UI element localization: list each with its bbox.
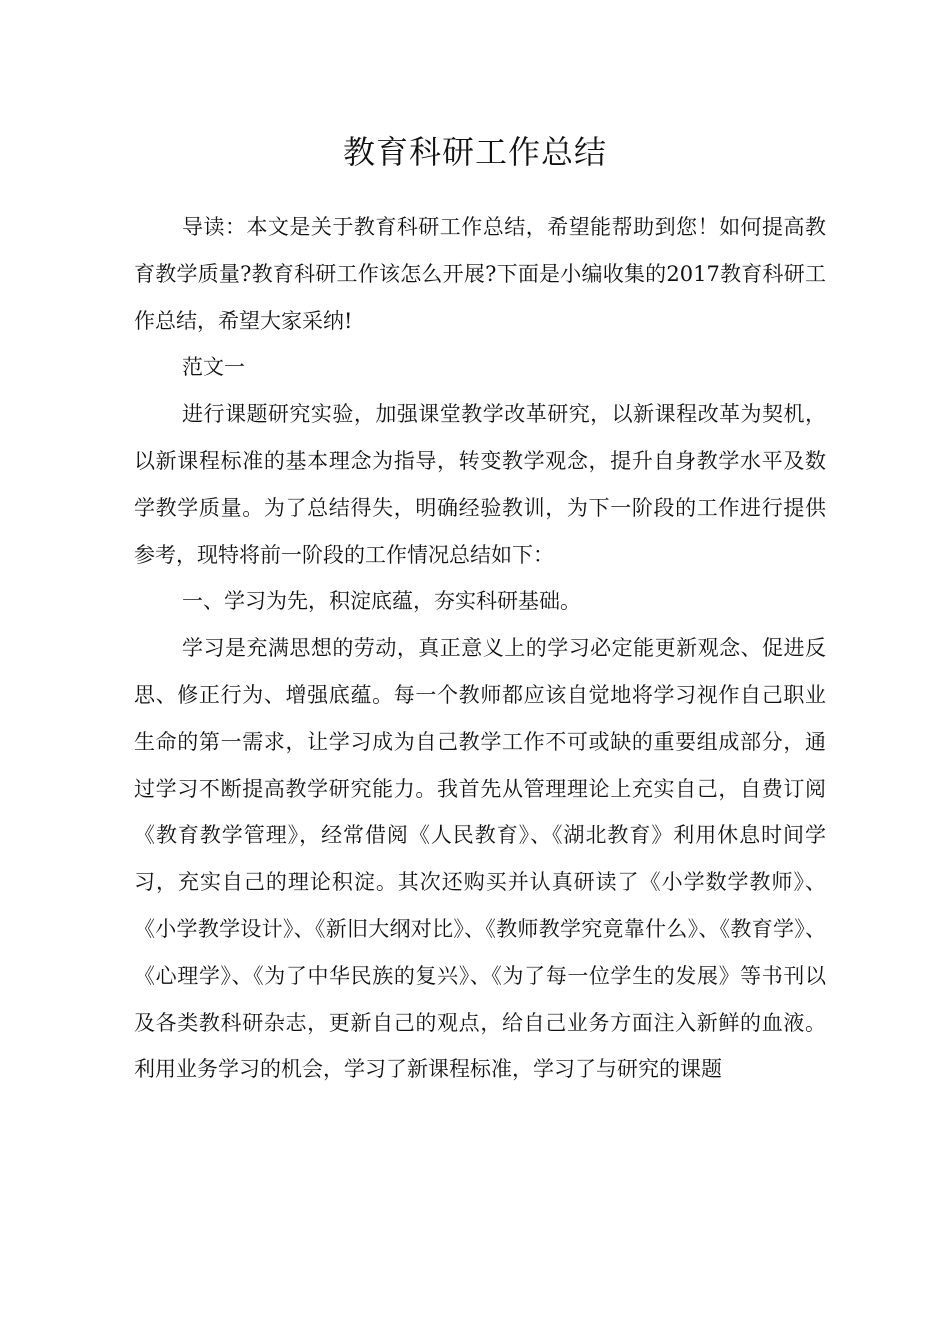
section-heading: 一、学习为先，积淀底蕴，夯实科研基础。 — [182, 589, 581, 614]
section-label: 范文一 — [182, 355, 245, 380]
intro-paragraph: 导读：本文是关于教育科研工作总结，希望能帮助到您！如何提高教育教学质量?教育科研工作该怎么开展?下面是小编收集的2017教育科研工作总结，希望大家采纳! — [134, 215, 826, 333]
body-paragraph: 进行课题研究实验，加强课堂教学改革研究，以新课程改革为契机，以新课程标准的基本理念为指导，转变教学观念，提升自身教学水平及数学教学质量。为了总结得失，明确经验教训，为下一阶段的工作进行提供参考，现特将前一阶段的工作情况总结如下： — [134, 402, 826, 567]
document-title: 教育科研工作总结 — [342, 133, 607, 171]
body-paragraph: 学习是充满思想的劳动，真正意义上的学习必定能更新观念、促进反思、修正行为、增强底蕴。每一个教师都应该自觉地将学习视作自己职业生命的第一需求，让学习成为自己教学工作不可或缺的重要组成部分，通过学习不断提高教学研究能力。我首先从管理理论上充实自己，自费订阅《教育教学管理》，经常借阅《人民教育》、《湖北教育》利用休息时间学习，充实自己的理论积淀。其次还购买并认真研读了《小学数学教师》、《小学教学设计》、《新旧大纲对比》、《教师教学究竟靠什么》、《教育学》、《心理学》、《为了中华民族的复兴》、《为了每一位学生的发展》等书刊以及各类教科研杂志，更新自己的观点，给自己业务方面注入新鲜的血液。利用业务学习的机会，学习了新课程标准，学习了与研究的课题 — [134, 636, 826, 1082]
document-body — [134, 204, 826, 1093]
